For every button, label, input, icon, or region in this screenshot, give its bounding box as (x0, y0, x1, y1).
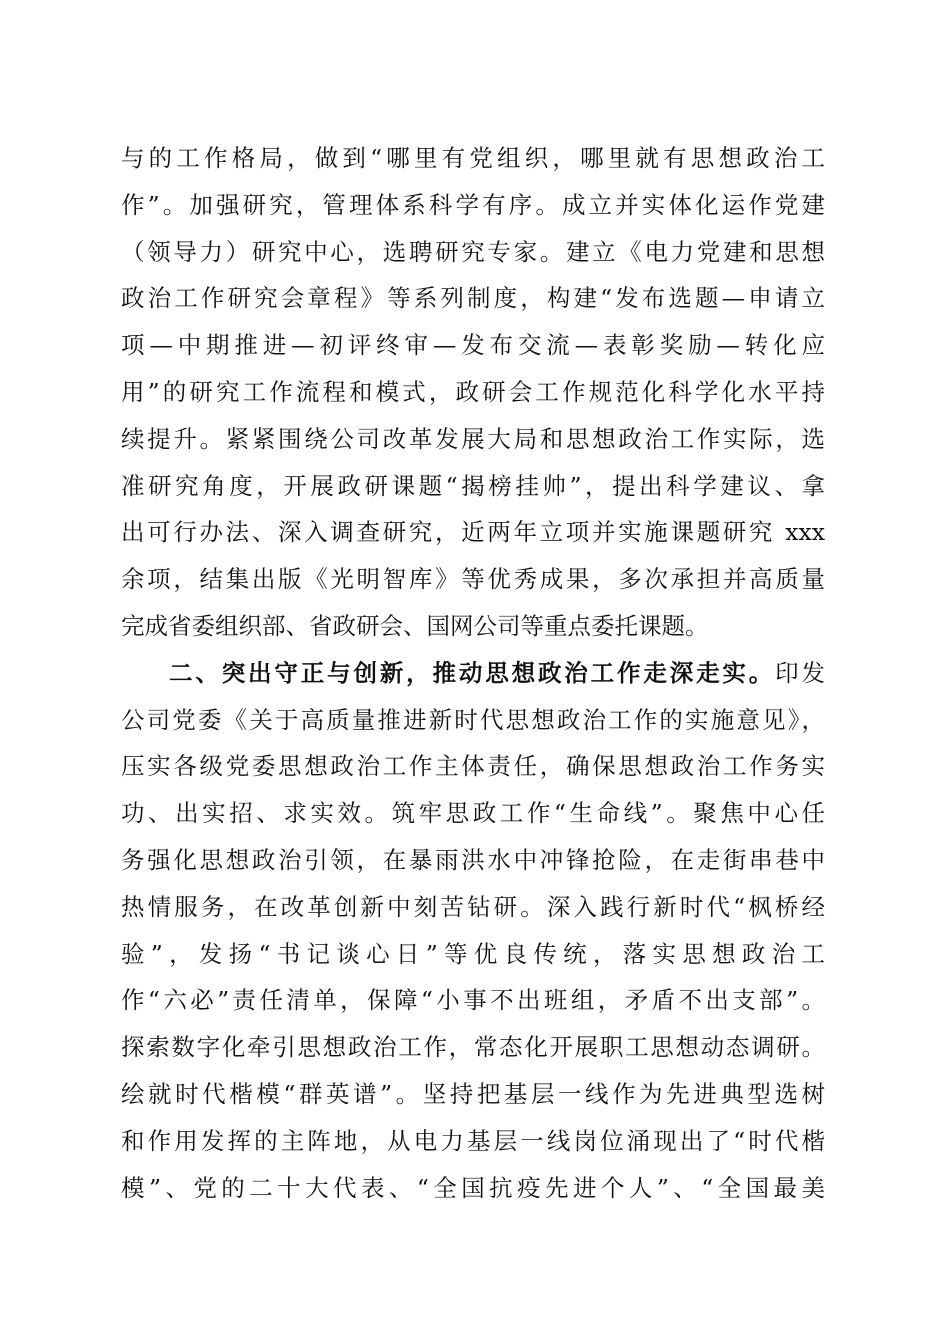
text-line: 与的工作格局，做到“哪里有党组织，哪里就有思想政治工 (121, 144, 825, 172)
paragraph-1 (121, 135, 825, 650)
text-line: 续提升。紧紧围绕公司改革发展大局和思想政治工作实际，选 (121, 424, 825, 453)
text-line: 完成省委组织部、省政研会、国网公司等重点委托课题。 (121, 611, 709, 640)
text-line: 作”。加强研究，管理体系科学有序。成立并实体化运作党建 (121, 190, 825, 219)
text-line: 和作用发挥的主阵地，从电力基层一线岗位涌现出了“时代楷 (121, 1126, 825, 1155)
text-line: 政治工作研究会章程》等系列制度，构建“发布选题—申请立 (121, 284, 825, 313)
text-run: 印发 (775, 658, 826, 687)
text-line: 用”的研究工作流程和模式，政研会工作规范化科学化水平持 (121, 377, 825, 406)
section-heading-line (121, 650, 825, 697)
text-line: 余项，结集出版《光明智库》等优秀成果，多次承担并高质量 (121, 565, 825, 594)
body-text (121, 135, 825, 1211)
text-line: 绘就时代楷模“群英谱”。坚持把基层一线作为先进典型选树 (121, 1079, 825, 1108)
text-line: 探索数字化牵引思想政治工作，常态化开展职工思想动态调研。 (121, 1033, 825, 1062)
text-line: 功、出实招、求实效。筑牢思政工作“生命线”。聚焦中心任 (121, 799, 825, 828)
text-line: 作“六必”责任清单，保障“小事不出班组，矛盾不出支部”。 (121, 986, 825, 1015)
paragraph-2 (121, 650, 825, 1212)
text-line: 出可行办法、深入调查研究，近两年立项并实施课题研究 xxx (121, 518, 825, 547)
text-line: 压实各级党委思想政治工作主体责任，确保思想政治工作务实 (121, 752, 825, 781)
text-line: 公司党委《关于高质量推进新时代思想政治工作的实施意见》， (121, 705, 825, 734)
text-line: 项—中期推进—初评终审—发布交流—表彰奖励—转化应 (121, 331, 825, 360)
text-line: 务强化思想政治引领，在暴雨洪水中冲锋抢险，在走街串巷中 (121, 845, 825, 874)
section-heading: 二、突出守正与创新，推动思想政治工作走深走实。 (169, 658, 776, 687)
text-line: 准研究角度，开展政研课题“揭榜挂帅”，提出科学建议、拿 (121, 471, 825, 500)
text-line: 热情服务，在改革创新中刻苦钻研。深入践行新时代“枫桥经 (121, 892, 825, 921)
text-line: 模”、党的二十大代表、“全国抗疫先进个人”、“全国最美 (121, 1173, 825, 1202)
text-line: （领导力）研究中心，选聘研究专家。建立《电力党建和思想 (121, 237, 825, 266)
text-line: 验”，发扬“书记谈心日”等优良传统，落实思想政治工 (121, 939, 825, 968)
